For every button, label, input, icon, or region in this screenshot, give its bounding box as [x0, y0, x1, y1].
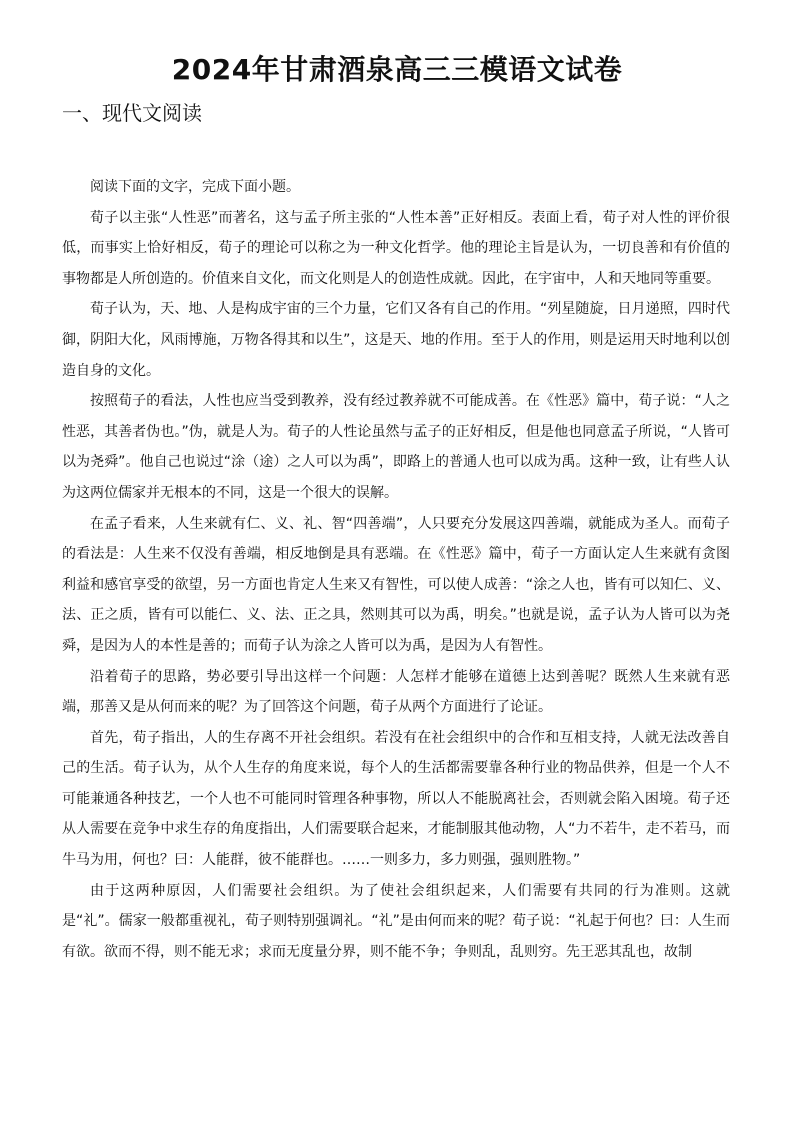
paragraph: 沿着荀子的思路，势必要引导出这样一个问题：人怎样才能够在道德上达到善呢？既然人生来就有恶端，那善又是从何而来的呢？为了回答这个问题，荀子从两个方面进行了论证。: [62, 668, 730, 716]
paragraph: 由于这两种原因，人们需要社会组织。为了使社会组织起来，人们需要有共同的行为准则。这就是“礼”。儒家一般都重视礼，荀子则特别强调礼。“礼”是由何而来的呢？荀子说：“礼起于何也？曰：人生而有欲。欲而不得，则不能无求；求而无度量分界，则不能不争；争则乱，乱则穷。先王恶其乱也，故制: [62, 882, 730, 960]
document-title: 2024年甘肃酒泉高三三模语文试卷: [171, 53, 623, 86]
section-heading: 一、现代文阅读: [62, 101, 202, 125]
paragraph: 荀子以主张“人性恶”而著名，这与孟子所主张的“人性本善”正好相反。表面上看，荀子对人性的评价很低，而事实上恰好相反，荀子的理论可以称之为一种文化哲学。他的理论主旨是认为，一切良善和有价值的事物都是人所创造的。价值来自文化，而文化则是人的创造性成就。因此，在宇宙中，人和天地同等重要。: [62, 209, 730, 287]
paragraph: 荀子认为，天、地、人是构成宇宙的三个力量，它们又各有自己的作用。“列星随旋，日月递照，四时代御，阴阳大化，风雨博施，万物各得其和以生”，这是天、地的作用。至于人的作用，则是运用天时地利以创造自身的文化。: [62, 301, 730, 379]
article-body: [62, 172, 730, 967]
paragraph-instruction: 阅读下面的文字，完成下面小题。: [90, 179, 300, 195]
paragraph: 按照荀子的看法，人性也应当受到教养，没有经过教养就不可能成善。在《性恶》篇中，荀子说：“人之性恶，其善者伪也。”伪，就是人为。荀子的人性论虽然与孟子的正好相反，但是他也同意孟子所说，“人皆可以为尧舜”。他自己也说过“涂（途）之人可以为禹”，即路上的普通人也可以成为禹。这种一致，让有些人认为这两位儒家并无根本的不同，这是一个很大的误解。: [62, 393, 730, 501]
paragraph: 首先，荀子指出，人的生存离不开社会组织。若没有在社会组织中的合作和互相支持，人就无法改善自己的生活。荀子认为，从个人生存的角度来说，每个人的生活都需要靠各种行业的物品供养，但是一个人不可能兼通各种技艺，一个人也不可能同时管理各种事物，所以人不能脱离社会，否则就会陷入困境。荀子还从人需要在竞争中求生存的角度指出，人们需要联合起来，才能制服其他动物，人“力不若牛，走不若马，而牛马为用，何也？曰：人能群，彼不能群也。……一则多力，多力则强，强则胜物。”: [62, 729, 730, 869]
paragraph: 在孟子看来，人生来就有仁、义、礼、智“四善端”，人只要充分发展这四善端，就能成为圣人。而荀子的看法是：人生来不仅没有善端，相反地倒是具有恶端。在《性恶》篇中，荀子一方面认定人生来就有贪图利益和感官享受的欲望，另一方面也肯定人生来又有智性，可以使人成善：“涂之人也，皆有可以知仁、义、法、正之质，皆有可以能仁、义、法、正之具，然则其可以为禹，明矣。”也就是说，孟子认为人皆可以为尧舜，是因为人的本性是善的；而荀子认为涂之人皆可以为禹，是因为人有智性。: [62, 515, 730, 654]
